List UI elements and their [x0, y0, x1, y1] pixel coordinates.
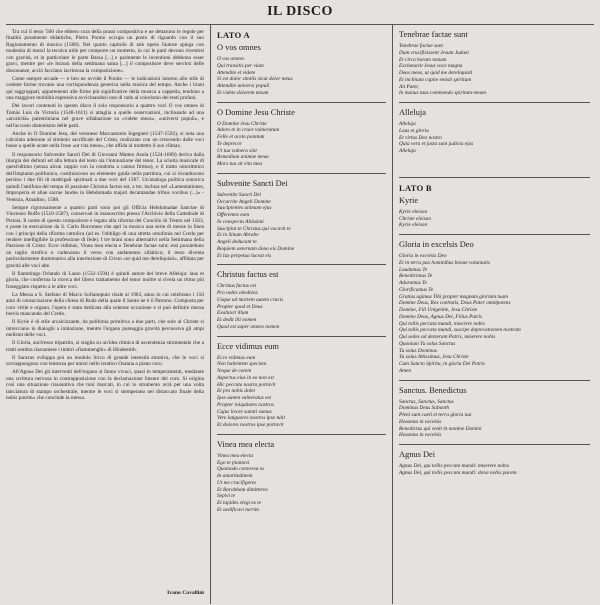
lato-a-continued-pieces [399, 30, 590, 155]
piece-title: Tenebrae factae sunt [399, 30, 468, 39]
lyric-line: Vere languores nostros ipse tulit [217, 415, 285, 422]
lyric-line: Felle et aceto potatum [217, 134, 265, 140]
lyric-line: Gratias agimus Tibi propter magnam gloriam tuam [399, 293, 508, 300]
lyric-line: Ipse autem vulneratus est [217, 395, 271, 401]
lyric-line: Hosanna in excelsis [399, 432, 442, 439]
lyric-line: Alleluja [399, 121, 416, 127]
lyric-line: Qui sedes ad dexteram Patris, miserere nobis [399, 334, 496, 340]
lyric-line: Christus factus est [217, 283, 257, 290]
essay-column [6, 25, 211, 604]
lyrics-list [217, 56, 386, 97]
lyrics-list [217, 283, 386, 330]
lyric-line: Neque de corem [217, 368, 252, 374]
piece-title: Gloria in excelsis Deo [399, 240, 474, 249]
page-header [6, 0, 594, 25]
lyric-line: Et lux perpetua luceat eis [217, 252, 272, 259]
essay-paragraph: Il fiammingo Orlando di Lasso (1532-1594) è quindi autore del breve Alleluja: laus et gloria, che conferma la ricerca del libero trattamento del tenor inoltre si rivela un ritmo più fraseggiato rispetto a le altre voci. [6, 270, 204, 290]
lyric-line: Angeli deducant te [217, 239, 257, 245]
lyric-line: Glorificamus Te [399, 286, 434, 293]
piece-section [399, 380, 590, 440]
lyric-line: Alleluja [399, 148, 416, 154]
piece-title: Ecce vidimus eum [217, 341, 279, 351]
lyric-line: Hic peccata nostra portavit [217, 381, 276, 388]
lyric-line: Usque ad mortem autem crucis [217, 296, 284, 303]
lyrics-list [399, 253, 590, 375]
lyric-line: Quia vera et justa sunt judicia ejus [399, 141, 474, 148]
lyric-line: Dum crucifixissent Jesum Judaei [399, 49, 469, 56]
lyric-line: Non habentem speciem [217, 361, 267, 368]
lyric-line: Kyrie eleison [399, 208, 428, 215]
piece-title: O Domine Jesu Christe [217, 107, 295, 117]
lyric-line: Qui transitis per viam [217, 62, 264, 69]
lyric-line: Sepivi te [217, 493, 236, 500]
lyric-line: Laudamus Te [399, 266, 428, 273]
lyric-line: Deus meus, ut quid me dereliquisti [399, 70, 473, 76]
lyric-line: Cujus livore sanati sumus [217, 408, 272, 415]
lyric-line: Mors tua sit vita mea [217, 161, 263, 167]
piece-section [217, 434, 386, 514]
lyric-line: Subvenite Sancti Dei [217, 191, 262, 198]
lyric-line: Ut me crucifigeres [217, 479, 257, 486]
piece-title: Vinea mea electa [217, 439, 275, 449]
lyric-line: Et circa horam nonam [399, 56, 447, 63]
essay-signature: Ivano Cavallini [167, 590, 204, 596]
lyric-line: Propter iniquitates nostras [217, 401, 274, 408]
lyric-line: Aspectus eius in eo non est [217, 374, 274, 381]
lyric-line: Adoro te in cruce vulneratum [217, 127, 280, 134]
lyric-line: Et in Sinum Abrahe [217, 232, 259, 239]
lyrics-list [217, 453, 386, 514]
lyric-line: Ait Pater, [399, 83, 420, 90]
lyric-line: Remedium animae meae [217, 154, 269, 161]
lyric-line: Et in terra pax hominibus bonae voluntatis [399, 259, 490, 266]
piece-title: Subvenite Sancti Dei [217, 178, 288, 188]
piece-section [399, 30, 590, 97]
lyric-line: Exclamavit Jesus voce magna [399, 63, 463, 70]
lyric-line: Et dolores nostros ipse portavit [217, 422, 284, 428]
lyric-line: Benedicimus Te [399, 273, 433, 280]
lyrics-list [399, 399, 590, 440]
lyric-line: Benedictus qui venit in nomine Domini [399, 425, 482, 432]
lyric-line: Sanctus, Sanctus, Sanctus [399, 398, 454, 405]
lyric-line: Amen [399, 367, 412, 374]
piece-title: Kyrie [399, 195, 419, 205]
lyric-line: Agnus Dei, qui tollis peccata mundi: dona nobis pacem [399, 469, 517, 476]
lyrics-list [399, 121, 590, 155]
lyric-line: Et inclinato capite emisit spiritum [399, 76, 472, 83]
lyric-line: Propter quod et Deus [217, 303, 263, 310]
lyric-line: Et pro nobis dolet [217, 388, 255, 395]
essay-paragraph: Dei lavori contenuti in questo disco il solo responsorio a quattro voci O vos omnes di Tomás Luis da Victoria (1548-1611) si attaglia a quelle osservazioni, inclinando ad una «arcaicità» palestriniana nel grave sillabazione su «videte meus», «universi populi», e nell'accusto diatonismo delle parti. [6, 103, 204, 129]
lyric-line: Agnus Dei, qui tollis peccata mundi: miserere nobis [399, 463, 509, 469]
essay-paragraph: Il Sanctus sviluppa poi un modulo lirico di grande intensità emotiva, che le voci si sovrappongono con lentezza per unirsi nello ieratico Osanna a piano coro. [6, 354, 204, 368]
lyric-line: Ecce vidimus eum [217, 354, 256, 361]
lyric-line: In manus tuas commendo spiritum meum [399, 90, 486, 97]
piece-section [217, 173, 386, 260]
lyric-line: Attendite et videte [217, 69, 256, 76]
essay-paragraph: Anche in O Domine Jesu, del veronese Marcantonio Ingegneri (1547-1592), si nota una calcolata adesione al simbolo sacrificale del Cristo, realizzato con un crescendo dalle voci basse a quelle acute nella frase «ut vita meus», che affida al mottetto il suo climax. [6, 130, 204, 150]
lyric-line: Qui tollis peccata mundi, miserere nobis [399, 320, 485, 327]
lyric-line: Occurrite Angeli Domine [217, 198, 271, 205]
lato-a-pieces [217, 43, 386, 514]
lyric-line: Et lapides elegi ex te [217, 500, 262, 506]
lato-b-pieces [399, 196, 590, 477]
lyric-line: Exaltavit illum [217, 310, 249, 317]
lyric-line: In conspectu Altissimi [217, 218, 264, 225]
lyric-line: Et dedit illi nomen [217, 317, 257, 323]
lato-a-column [211, 25, 393, 604]
piece-section [217, 336, 386, 429]
lato-a-label: LATO A [217, 30, 250, 40]
piece-section [399, 102, 590, 155]
right-column [393, 25, 594, 604]
lyric-line: Tu solus Altissimus, Jesu Christe [399, 354, 469, 361]
lyric-line: Et virtus Deo nostro [399, 134, 442, 141]
lyrics-list [217, 192, 386, 260]
lyric-line: Dominus Deus Sabaoth [399, 405, 450, 412]
lyrics-list [399, 43, 590, 97]
lyric-line: Suscipientes animam ejus [217, 205, 272, 212]
lyric-line: In amaritudinem [217, 473, 253, 479]
lyric-line: Suscipiat te Christus qui vocavit te [217, 225, 291, 232]
essay-paragraph: Tra cui il testo '500 che ebbero cura della prassi compositiva e ne dettarono le regole per finalità puramente didattiche, Pietro Pontio occupa un posto di riguardo con il suo Ragionamento di musica (1588). Nel quarto capitolo di tale opera l'autore spiega con modestia di mezzi la tecnica utile per comporre un mottetto, in cui le parti devono rivestirsi con gravità, et in particolare le parte Bassa [...] e parimente le inventioni debbono esser gravi, mentre per «le lezioni della settimana santa [...] il compositore deve servirsi delle dissonanze, acciò facciano lacrimosa la composizione». [6, 29, 204, 74]
lyric-line: Domine Deus, Rex coelestis, Deus Pater omnipotens [399, 300, 511, 307]
essay-paragraph: Il responsorio Subvenite Sancti Dei di Giovanni Matteo Asola (1524-1609) deriva dalla liturgia dei defunti ed alla lettura del testo sia l'intonazione del tenor. La sciolta musicale di quest'ultimo (senza alcun cappio con la condotta a cantus firmus), e il tratto omoritmico dell'impianto polifonico, costituiscono un elemento guida nella partitura, cui si riconducono persino i due fili di madrigali spirituali a due voci del 1587. Un'analoga politica sonorica quindi l'antifona del tempo di passione Christus factus est, a tre, inclusa nel «Lamentationes, Improperia et aliae sacrae laudes in Hebdomada majori decantandae tribus vocibus (...)» - Venezia, Amadino, 1588. [6, 151, 204, 203]
essay-paragraph: Il Gloria, anch'esso tripartito, si staglia su un'idea ritmica di ascendenza strumentale che a tratti sembra riassumere i timbri «fiammenghi» di Hindemith. [6, 340, 204, 353]
lyric-line: Tu solus Dominus [399, 347, 437, 354]
piece-title: O vos omnes [217, 43, 261, 52]
lyric-line: Si est dolor similis sicut dolor meus [217, 76, 293, 83]
lyric-line: Hosanna in excelsis [399, 418, 442, 425]
essay-paragraph: Sempre rigorosamente a quattro parti sono poi gli Officia Hebdomadae Sanctae di Vincenzo Ruffo (1510-1587), conservati in manoscritto presso l'Archivio della Cattedrale di Pistoia. Il nome di questo compositore è legato alla riforma del Concilio di Trento nel 1563, e poste in esecuzione da S. Carlo Borromeo che aprì la musica una serie di messe in linea con i principi della riforma cattolica (ad es. l'obbligo di una stretta omofonia nel Credo per rendere intelligibile la professione di fede). I tre brani sono alternativi nella Settimana della Passione di Cristo: Ecce vidimus, Vinea mea electa e Tenebrae factae sunt; essi possiedono un taglio strofico e cadenzano il verso con andamento sillabico; il testo diventa particolarmente drammatico alla interiezione di Cristo «ut quid me dereliquisti», affidata per gravità alle voci alte. [6, 204, 204, 269]
lato-b-header [399, 177, 590, 193]
piece-section [217, 102, 386, 168]
lyric-line: Cum Sancto Spiritu, in gloria Dei Patris [399, 361, 485, 367]
lyric-line: O vos omnes [217, 56, 245, 62]
essay-paragraph: Il Kyrie è di stile arcaicizzante, da polifonia primitiva a due parti, che sole al Christe si intrecciano in dialoghi a imitazione, mentre l'organo punteggia gravità percussiva gli ampi melismi delle voci. [6, 319, 204, 339]
lyric-line: Christe eleison [399, 215, 431, 222]
lyric-line: Gloria in excelsis Deo [399, 253, 447, 259]
lyric-line: Requiem aeternam dona eis Domine [217, 245, 295, 252]
piece-title: Alleluja [399, 108, 426, 117]
piece-title: Christus factus est [217, 270, 279, 280]
lyric-line: Laus et gloria [399, 127, 429, 134]
piece-section [399, 444, 590, 477]
lyric-line: Te deprecor [217, 140, 243, 147]
piece-section [217, 264, 386, 330]
piece-section [399, 234, 590, 375]
lyric-line: Kyrie eleison [399, 222, 428, 229]
lyric-line: Quoniam Tu solus Sanctus [399, 340, 456, 347]
lyrics-list [217, 355, 386, 429]
lyric-line: Ego te plantavi [217, 459, 250, 466]
piece-section [217, 43, 386, 97]
lyric-line: Domine Deus, Agnus Dei, Filius Patris [399, 313, 483, 320]
lyric-line: Et Barabbam dimitteres [217, 486, 268, 493]
lyric-line: Offerentes eam [217, 212, 250, 218]
lyric-line: Qui tollis peccata mundi, suscipe deprecationem nostram [399, 327, 521, 334]
lyrics-list [217, 121, 386, 168]
lyric-line: Quod est super omnes nomen [217, 323, 280, 330]
essay-paragraph: La Messa a S. Stefano di Marco Sofianopulo risale al 1983, anno in cui celebrano i 150 anni di consacrazione della chiesa di Ruda della quale il Santo ne è il Patrono. Composta per coro virile e organo, l'opera è stata dedicata alla solenne occasione e si può definire messa brevis mancando del Credo. [6, 291, 204, 318]
lyrics-list [399, 209, 590, 229]
columns [6, 25, 594, 604]
piece-title: Sanctus. Benedictus [399, 385, 467, 395]
essay-paragraph: All'Agnus Dei gli interventi dell'organo si fanno vivaci, quasi in temperamenti, mediante una scrittura nervosa in contrapposizione con la declamazione lineare del coro. Si origina così una situazione riassuntiva che toni marcati, in cui lo strumento avrà per una volta laisciatura di stampo orchestrale, mentre le voci si stemperano nel distaccato finale della nobis pacem» che conclude la messa. [6, 369, 204, 401]
lyric-line: Pro nobis obediens [217, 290, 258, 296]
lyric-line: O Domine Jesu Christe [217, 120, 267, 127]
lyrics-list [399, 463, 590, 477]
lyric-line: Et videte dolorem meum [217, 89, 269, 96]
lyric-line: Quomodo conversa es [217, 466, 265, 473]
lyric-line: Ut tua vulnera sint [217, 147, 257, 154]
essay-paragraph: Come sempre accade — e ben ne avvide il Pontio — le indicazioni intorno allo stile di codeste forme trovano una corrispondenza generica nella musica del tempo. Anche i brani qui raggruppati, appartenenti alle firme più significative della musica a cappella, tendono a una maggiore mobilità espressiva avvicinandosi non di rado al colorismo dei testi profani. [6, 75, 204, 102]
piece-section [399, 196, 590, 229]
lyric-line: Pleni sunt caeli et terra gloria tua [399, 412, 472, 418]
essay-body [6, 29, 204, 401]
lato-b-label: LATO B [399, 182, 432, 193]
lyric-line: Et aedificavi turrim [217, 506, 259, 513]
lyric-line: Attendite universi populi [217, 83, 270, 89]
piece-title: Agnus Dei [399, 450, 436, 459]
lyric-line: Adoramus Te [399, 280, 427, 286]
page-title: IL DISCO [267, 4, 333, 19]
lyric-line: Vinea mea electa [217, 452, 254, 459]
lyric-line: Domine, Fili Unigenite, Jesu Christe [399, 307, 478, 313]
lyric-line: Tenebrae factae sunt [399, 43, 443, 49]
